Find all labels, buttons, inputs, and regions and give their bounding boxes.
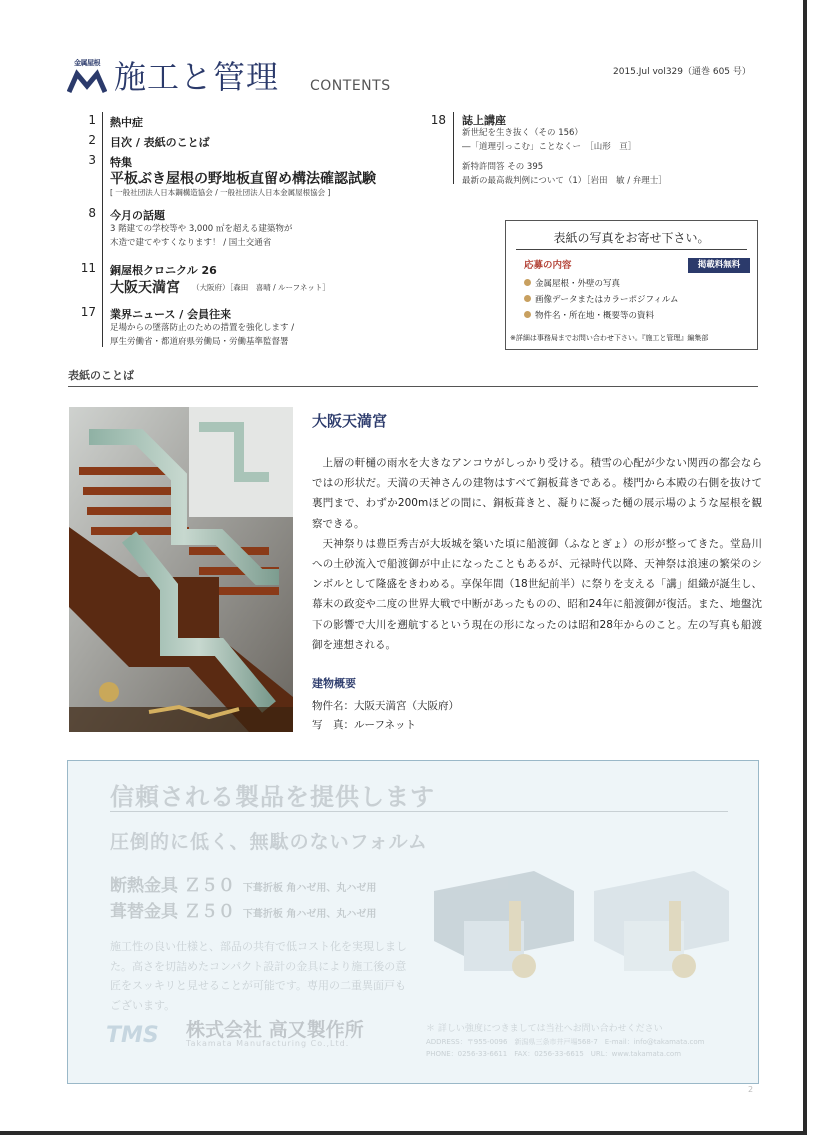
spec-property: 物件名：大阪天満宮（大阪府） xyxy=(312,700,459,712)
photo-box-note: ※詳細は事務局までお問い合わせ下さい。『施工と管理』編集部 xyxy=(510,334,709,342)
apply-item: 金属屋根・外壁の写真 xyxy=(524,277,620,289)
toc-title: 銅屋根クロニクル 26 xyxy=(110,264,217,277)
toc-page-number: 17 xyxy=(80,305,96,319)
toc-page-number: 11 xyxy=(80,261,96,275)
toc-credit: （大阪府）［森田 喜晴 / ルーフネット］ xyxy=(192,283,330,292)
ad-address: ADDRESS：〒955-0096 新潟県三条市井戸場568-7 E-mail：info@takamata.com xyxy=(426,1038,705,1046)
ad-company-logo: TMS xyxy=(106,1023,159,1048)
bullet-icon xyxy=(524,295,531,302)
toc-credit: [ 一般社団法人日本鋼構造協会 / 一般社団法人日本金属屋根協会 ] xyxy=(110,188,331,197)
section-header: 表紙のことば xyxy=(68,369,134,382)
toc-title: 業界ニュース / 会員往来 xyxy=(110,308,232,321)
toc-page-number: 3 xyxy=(88,153,96,167)
toc-divider xyxy=(102,112,103,347)
apply-item: 物件名・所在地・概要等の資料 xyxy=(524,309,654,321)
ad-note: ＊ 詳しい強度につきましては当社へお問い合わせください xyxy=(426,1024,663,1034)
toc-subtitle: 足場からの墜落防止のための措置を強化します / xyxy=(110,323,295,333)
ad-product: 葺替金具 Ｚ５０ 下葺折板 角ハゼ用、丸ハゼ用 xyxy=(110,902,377,922)
toc-subtitle: ―「道理引っこむ」ことなくー ［山形 亘］ xyxy=(462,142,637,152)
toc-page-number: 18 xyxy=(430,113,446,127)
toc-title: 熱中症 xyxy=(110,116,143,129)
toc-title: 今月の話題 xyxy=(110,209,165,222)
toc-feature-title: 大阪天満宮 xyxy=(110,280,180,296)
toc-subtitle: 新世紀を生き抜く（その 156） xyxy=(462,128,583,138)
toc-subtitle: 新特許問答 その 395 xyxy=(462,162,544,172)
ad-product: 断熱金具 Ｚ５０ 下葺折板 角ハゼ用、丸ハゼ用 xyxy=(110,876,377,896)
toc-feature-title: 平板ぶき屋根の野地板直留め構法確認試験 xyxy=(110,171,376,187)
spec-title: 建物概要 xyxy=(312,677,356,690)
ad-product-image xyxy=(424,851,734,1001)
ad-company-en: Takamata Manufacturing Co.,Ltd. xyxy=(186,1039,350,1048)
ad-headline: 信頼される製品を提供します xyxy=(110,783,435,811)
issue-info: 2015.Jul vol329（通巻 605 号） xyxy=(613,67,751,77)
page-number: 2 xyxy=(748,1085,754,1094)
bullet-icon xyxy=(524,311,531,318)
logo-text: 金属屋根 xyxy=(74,59,100,67)
cover-photo xyxy=(69,407,293,732)
article-paragraph: 天神祭りは豊臣秀吉が大坂城を築いた頃に船渡御（ふなとぎょ）の形が整ってきた。堂島川への土砂流入で船渡御が中止になったこともあるが、元禄時代以降、天神祭は浪速の繁栄のシンボルとして隆盛をきわめる。享保年間（18世紀前半）に祭りを支える「講」組織が誕生し、幕末の政変や二度の世界大戦で中断があったものの、昭和24年に船渡御が復活。また、地盤沈下の影響で大川を遡航するという現在の形になったのは昭和28年からのこと。左の写真も船渡御を連想される。 xyxy=(312,537,762,651)
contents-label: CONTENTS xyxy=(310,78,391,94)
toc-subtitle: 3 階建ての学校等や 3,000 ㎡を超える建築物が xyxy=(110,224,293,234)
apply-item: 画像データまたはカラーポジフィルム xyxy=(524,293,678,305)
photo-box-title: 表紙の写真をお寄せ下さい。 xyxy=(553,231,710,245)
magazine-logo xyxy=(67,58,107,94)
toc-title: 誌上講座 xyxy=(462,114,506,127)
free-badge: 掲載料無料 xyxy=(688,258,750,273)
advertisement[interactable] xyxy=(67,760,759,1084)
toc-subtitle: 厚生労働省・都道府県労働局・労働基準監督署 xyxy=(110,337,289,347)
ad-company-name: 株式会社 高又製作所 xyxy=(186,1019,364,1041)
toc-title: 目次 / 表紙のことば xyxy=(110,136,210,149)
article-body xyxy=(312,453,762,655)
toc-page-number: 8 xyxy=(88,206,96,220)
toc-page-number: 2 xyxy=(88,133,96,147)
logo-mark-icon xyxy=(67,68,107,94)
toc-subtitle: 木造で建てやすくなります！ / 国土交通省 xyxy=(110,238,272,248)
ad-description: 施工性の良い仕様と、部品の共有で低コスト化を実現しました。高さを切詰めたコンパクト設計の金具により施工後の意匠をスッキリと見せることが可能です。専用の二重異面戸もございます。 xyxy=(110,940,407,1012)
photo-box-divider xyxy=(516,249,747,250)
magazine-title: 施工と管理 xyxy=(114,58,280,96)
toc-page-number: 1 xyxy=(88,113,96,127)
toc-subtitle: 最新の最高裁判例について（1）［岩田 敏 / 弁理士］ xyxy=(462,176,667,186)
spec-photo-credit: 写 真：ルーフネット xyxy=(312,719,417,731)
ad-subhead: 圧倒的に低く、無駄のないフォルム xyxy=(110,831,428,853)
article-paragraph: 上層の軒樋の雨水を大きなアンコウがしっかり受ける。積雪の心配が少ない関西の都会ならではの形状だ。天満の天神さんの建物はすべて銅板葺きである。楼門から本殿の右側を抜けて裏門まで、わずか200mほどの間に、銅板葺きと、凝りに凝った樋の展示場のような屋根を観察できる。 xyxy=(312,457,762,530)
ad-phone: PHONE：0256-33-6611 FAX：0256-33-6615 URL：www.takamata.com xyxy=(426,1050,682,1058)
bullet-icon xyxy=(524,279,531,286)
toc-divider xyxy=(453,112,454,184)
toc-title: 特集 xyxy=(110,156,132,169)
apply-label: 応募の内容 xyxy=(524,260,572,271)
photo-submission-box xyxy=(505,220,758,350)
section-rule xyxy=(68,386,758,387)
ad-rule xyxy=(110,811,728,812)
article-title: 大阪天満宮 xyxy=(312,412,388,430)
